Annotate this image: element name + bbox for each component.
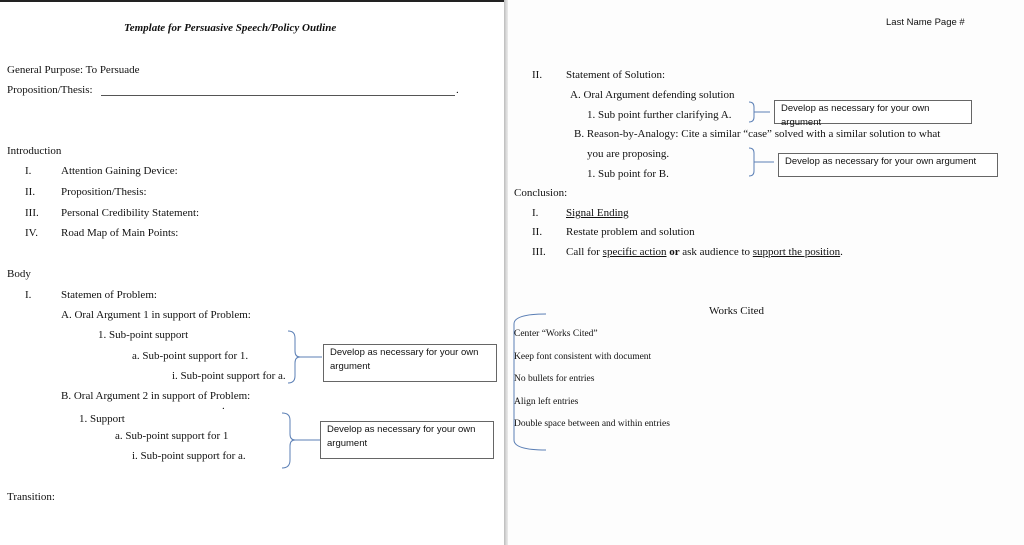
- body-heading: Body: [7, 268, 31, 280]
- argument-b-1: 1. Support: [79, 413, 125, 425]
- conclusion-num-3: III.: [532, 246, 546, 258]
- solution-heading: Statement of Solution:: [566, 69, 665, 81]
- call-text-end: .: [840, 246, 843, 258]
- works-cited-heading: Works Cited: [709, 305, 765, 317]
- comment-box-1[interactable]: Develop as necessary for your own argument: [323, 344, 497, 382]
- works-cited-note-4: Align left entries: [514, 397, 579, 407]
- works-cited-note-5: Double space between and within entries: [514, 419, 670, 429]
- solution-b-line1: B. Reason-by-Analogy: Cite a similar “case” solved with a similar solution to what: [574, 128, 941, 140]
- document-page-left: [0, 0, 506, 545]
- call-text-or: or: [666, 246, 683, 258]
- conclusion-num-1: I.: [532, 207, 539, 219]
- conclusion-item-1: Signal Ending: [566, 207, 629, 219]
- solution-num: II.: [532, 69, 543, 81]
- proposition-blank-line[interactable]: [101, 95, 455, 96]
- general-purpose: General Purpose: To Persuade: [7, 64, 140, 76]
- works-cited-note-2: Keep font consistent with document: [514, 352, 652, 362]
- proposition-label: Proposition/Thesis:: [7, 84, 93, 96]
- conclusion-num-2: II.: [532, 226, 543, 238]
- conclusion-item-3: [566, 246, 843, 259]
- solution-b-line2: you are proposing.: [587, 148, 670, 160]
- problem-statement: Statemen of Problem:: [61, 289, 157, 301]
- solution-a-1: 1. Sub point further clarifying A.: [587, 109, 732, 121]
- comment-bracket-1: [286, 330, 326, 386]
- introduction-heading: Introduction: [7, 145, 62, 157]
- works-cited-note-3: No bullets for entries: [514, 374, 595, 384]
- argument-a-1: 1. Sub-point support: [98, 329, 189, 341]
- call-text-support-position: support the position: [752, 246, 841, 258]
- intro-num-4: IV.: [25, 227, 38, 239]
- conclusion-item-2: Restate problem and solution: [566, 226, 695, 238]
- comment-bracket-2: [280, 412, 324, 470]
- argument-b: B. Oral Argument 2 in support of Problem:: [61, 390, 251, 402]
- intro-num-2: II.: [25, 186, 36, 198]
- document-page-right: [508, 0, 1024, 545]
- intro-item-2: Proposition/Thesis:: [61, 186, 147, 198]
- stray-dot: .: [222, 400, 225, 412]
- call-text-2: ask audience to: [682, 246, 753, 258]
- intro-item-3: Personal Credibility Statement:: [61, 207, 200, 219]
- intro-item-4: Road Map of Main Points:: [61, 227, 179, 239]
- intro-num-1: I.: [25, 165, 32, 177]
- intro-item-1: Attention Gaining Device:: [61, 165, 178, 177]
- call-text-specific-action: specific action: [602, 246, 667, 258]
- argument-a: A. Oral Argument 1 in support of Problem:: [61, 309, 251, 321]
- comment-box-4[interactable]: Develop as necessary for your own argument: [778, 153, 998, 177]
- argument-a-1-a-i: i. Sub-point support for a.: [172, 370, 286, 382]
- call-text-1: Call for: [566, 246, 603, 258]
- intro-num-3: III.: [25, 207, 39, 219]
- solution-a: A. Oral Argument defending solution: [570, 89, 735, 101]
- argument-b-1-a: a. Sub-point support for 1: [115, 430, 229, 442]
- works-cited-note-1: Center “Works Cited”: [514, 329, 598, 339]
- solution-b-1: 1. Sub point for B.: [587, 168, 669, 180]
- argument-b-1-a-i: i. Sub-point support for a.: [132, 450, 246, 462]
- proposition-period: .: [456, 84, 459, 96]
- document-title: Template for Persuasive Speech/Policy Outline: [124, 22, 337, 34]
- transition-label: Transition:: [7, 491, 55, 503]
- comment-box-2[interactable]: Develop as necessary for your own argument: [320, 421, 494, 459]
- conclusion-heading: Conclusion:: [514, 187, 568, 199]
- page-header: Last Name Page #: [886, 17, 965, 28]
- argument-a-1-a: a. Sub-point support for 1.: [132, 350, 249, 362]
- comment-box-3[interactable]: Develop as necessary for your own argument: [774, 100, 972, 124]
- body-num-1: I.: [25, 289, 32, 301]
